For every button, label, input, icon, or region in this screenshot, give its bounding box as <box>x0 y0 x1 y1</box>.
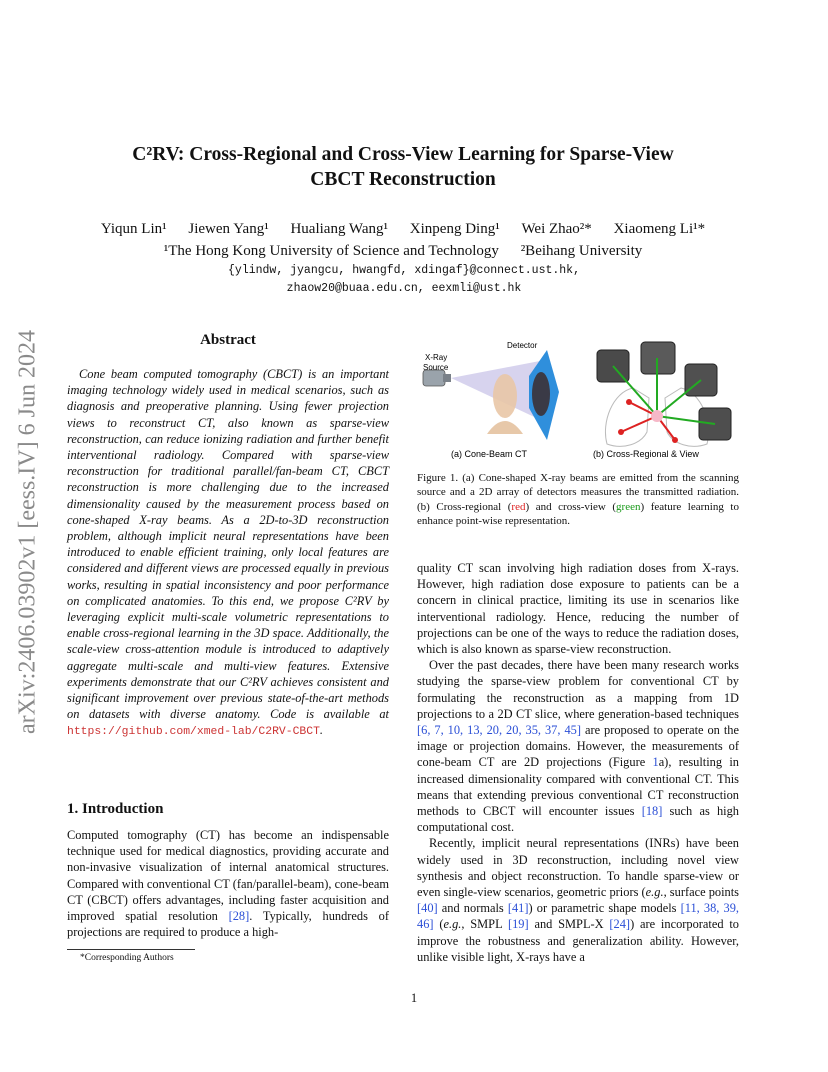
code-link[interactable]: https://github.com/xmed-lab/C2RV-CBCT <box>67 726 320 739</box>
citation-link[interactable]: [6, 7, 10, 13, 20, 20, 35, 37, 45] <box>417 723 581 738</box>
paragraph-text: , surface points <box>663 885 739 900</box>
author-block <box>70 218 736 262</box>
footnote: *Corresponding Authors <box>80 953 174 963</box>
intro-text: Computed tomography (CT) has become an indispensable technique used for medical diagnostics, providing accurate and non-invasive visualization of internal anatomical structures. Compared with conventional CT (fan/parallel-beam), cone-beam CT (CBCT) offers advantages, including faster acquisition and improved spatial resolution <box>67 828 389 924</box>
eg-abbrev: e.g. <box>645 885 664 900</box>
lung-left-outline <box>605 388 649 446</box>
figure-ref-link[interactable]: 1 <box>652 755 659 770</box>
paragraph-text: quality CT scan involving high radiation doses from X-rays. However, high radiation dose exposure to patients can be a concern in clinical practice, limiting its use in scenarios like interventional radiology. Hence, reducing the number of projections can be one of the ways to reduce the radiation doses, which is also known as sparse-view reconstruction. <box>417 561 739 657</box>
citation-link[interactable]: [24] <box>609 917 631 932</box>
citation-link[interactable]: [11, 38, 39, 46] <box>417 901 739 932</box>
author: Hualiang Wang¹ <box>290 221 389 237</box>
title-line-2: CBCT Reconstruction <box>310 169 496 190</box>
author-emails <box>140 262 668 298</box>
caption-red-word: red <box>511 500 526 513</box>
citation-link[interactable]: [28] <box>228 909 250 924</box>
section-heading-introduction: 1. Introduction <box>67 801 164 817</box>
page-number: 1 <box>410 991 418 1005</box>
author: Jiewen Yang¹ <box>188 221 269 237</box>
paragraph-text: ) or parametric shape models <box>528 901 681 916</box>
region-point <box>618 429 624 435</box>
author-list <box>70 218 736 240</box>
figure-1 <box>417 336 739 466</box>
source-nozzle <box>443 374 451 382</box>
paragraph <box>417 657 739 835</box>
patient-head <box>493 374 517 418</box>
footnote-rule <box>67 949 195 950</box>
arxiv-id: arXiv:2406.03902v1 [eess.IV] 6 Jun 2024 <box>14 330 41 734</box>
detector-image <box>532 372 550 416</box>
paragraph-text: Over the past decades, there have been many research works studying the sparse-view problem for conventional CT by formulating the reconstruction as a mapping from 1D projections to a 2D CT slice, where generation-based techniques <box>417 658 739 721</box>
author: Wei Zhao²* <box>521 221 592 237</box>
abstract-body <box>67 366 389 741</box>
paragraph-text: and normals <box>437 901 508 916</box>
paragraph-text: , SMPL <box>461 917 508 932</box>
paragraph-text: Recently, implicit neural representations (INRs) have been widely used in 3D reconstruction, including novel view synthesis and object reconstruction. To handle sparse-view or even single-view scenarios, geometric priors ( <box>417 836 739 900</box>
title-line-1: C²RV: Cross-Regional and Cross-View Learning for Sparse-View <box>132 144 674 165</box>
paragraph-text: such as high computational cost. <box>417 804 740 835</box>
arxiv-sidebar-stamp <box>8 292 48 772</box>
intro-paragraph <box>67 827 389 940</box>
region-point <box>672 437 678 443</box>
caption-text: ) and cross-view ( <box>525 500 617 513</box>
source-label: Source <box>423 363 449 372</box>
patient-shoulder <box>487 421 523 434</box>
caption-text: ) feature learning to enhance point-wise representation. <box>417 500 739 528</box>
abstract-end: . <box>319 723 324 738</box>
author: Yiqun Lin¹ <box>100 221 167 237</box>
paper-title <box>100 142 706 192</box>
region-point <box>626 399 632 405</box>
eg-abbrev: e.g. <box>443 917 462 932</box>
affiliation: ¹The Hong Kong University of Science and Technology <box>163 243 499 259</box>
citation-link[interactable]: [40] <box>417 901 438 916</box>
caption-green-word: green <box>616 500 641 513</box>
paragraph-text: a), resulting in increased dimensionality compared with conventional CT. This means that extending previous conventional CT reconstruction methods to CBCT will encounter issues <box>417 755 739 819</box>
abstract-text: Cone beam computed tomography (CBCT) is an important imaging technology widely used in medical scenarios, such as diagnosis and preoperative planning. Using fewer projection views to reconstruct CT, also known as sparse-view reconstruction, can reduce ionizing radiation and further benefit interventional radiology. Compared with sparse-view reconstruction for traditional parallel/fan-beam CT, CBCT reconstruction is more challenging due to the increased dimensionality caused by the measurement process based on cone-shaped X-ray beams. As a 2D-to-3D reconstruction problem, although implicit neural representations have been introduced to enable efficient training, only local features are considered and different views are processed equally in previous works, resulting in spatial inconsistency and poor performance on complicated anatomies. To this end, we propose C²RV by leveraging explicit multi-scale volumetric representations to enable cross-regional learning in the 3D space. Additionally, the scale-view cross-attention module is introduced to adaptively aggregate multi-scale and multi-view features. Extensive experiments demonstrate that our C²RV achieves consistent and significant improvement over previous state-of-the-art methods on datasets with diverse anatomy. Code is available at <box>67 367 389 722</box>
author: Xinpeng Ding¹ <box>409 221 500 237</box>
citation-link[interactable]: [18] <box>641 804 663 819</box>
caption-text: Figure 1. (a) Cone-shaped X-ray beams are emitted from the scanning source and a 2D array of detectors measures the transmitted radiation. (b) Cross-regional ( <box>417 472 739 513</box>
affiliation: ²Beihang University <box>520 243 643 259</box>
abstract-heading: Abstract <box>200 332 256 348</box>
citation-link[interactable]: [19] <box>507 917 529 932</box>
paragraph-text: and SMPL-X <box>528 917 610 932</box>
author: Xiaomeng Li¹* <box>613 221 706 237</box>
green-view-ray <box>657 380 701 416</box>
paragraph <box>417 560 739 657</box>
figure-1-illustration <box>417 336 739 466</box>
xray-label: X-Ray <box>425 353 448 362</box>
email-line: {ylindw, jyangcu, hwangfd, xdingaf}@connect.ust.hk, <box>228 264 580 277</box>
citation-link[interactable]: [41] <box>507 901 529 916</box>
subfigure-b-label: (b) Cross-Regional & View <box>593 449 699 459</box>
paragraph-text: are proposed to operate on the image or projection domains. However, the measurements of cone-beam CT are 2D projections (Figure <box>417 723 739 770</box>
subfigure-a-label: (a) Cone-Beam CT <box>451 449 528 459</box>
figure-1-caption <box>417 471 739 529</box>
right-column-text <box>417 560 739 965</box>
affiliation-list <box>70 240 736 262</box>
xray-source-icon <box>423 370 445 386</box>
paragraph <box>417 835 739 965</box>
query-point <box>651 410 663 422</box>
cone-beam-ct-panel <box>423 341 559 459</box>
paragraph-text: ( <box>433 917 444 932</box>
cross-regional-view-panel <box>593 342 731 459</box>
paragraph-text: ) are incorporated to improve the robustness and generalization ability. However, unlike visible light, X-rays have a <box>417 917 739 964</box>
intro-text: . Typically, hundreds of projections are required to produce a high- <box>67 909 389 940</box>
detector-label: Detector <box>507 341 538 350</box>
email-line: zhaow20@buaa.edu.cn, eexmli@ust.hk <box>286 282 522 295</box>
